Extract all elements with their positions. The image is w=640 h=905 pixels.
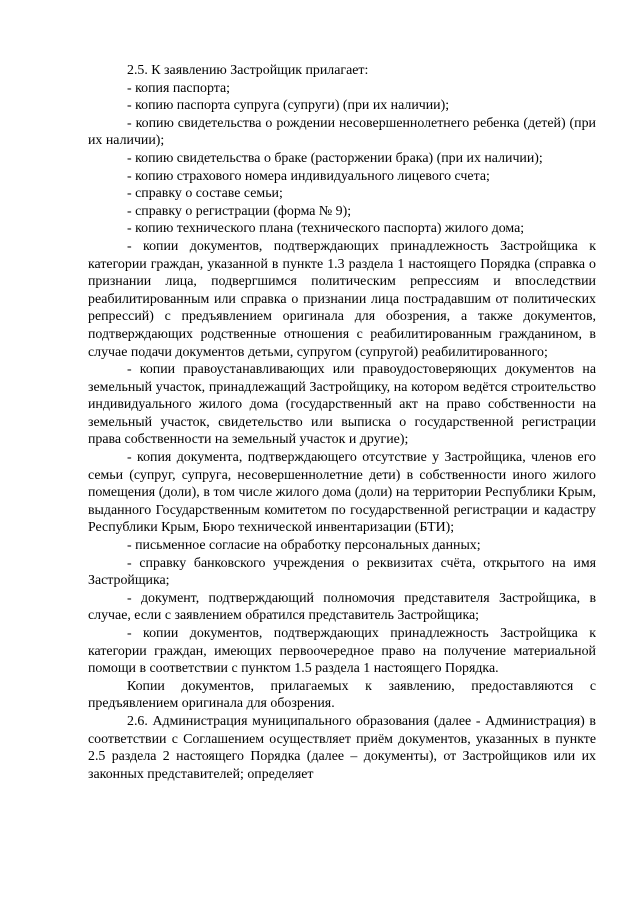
list-item: - копию страхового номера индивидуального лицевого счета; (127, 168, 490, 184)
list-item: - копии документов, подтверждающих принадлежность Застройщика к категории граждан, указанной в пункте 1.3 раздела 1 настоящего Порядка (справка о признании лица, подвергшимся политическим репрессиям и впоследствии реабилитированным или справка о признании лица пострадавшим от политических репрессий) с предъявлением оригинала для обозрения, а также документов, подтверждающих родственные отношения с реабилитированным гражданином, в случае подачи документов детьми, супругом (супругой) реабилитированного; (88, 238, 596, 360)
list-item: - документ, подтверждающий полномочия представителя Застройщика, в случае, если с заявлением обратился представитель Застройщика; (88, 590, 596, 624)
list-item: - копию свидетельства о рождении несовершеннолетнего ребенка (детей) (при их наличии); (88, 115, 596, 149)
list-item: - копия паспорта; (127, 80, 230, 96)
list-item: - копия документа, подтверждающего отсутствие у Застройщика, членов его семьи (супруг, супруга, несовершеннолетние дети) в собственности иного жилого помещения (доли), в том числе жилого дома (доли) на территории Республики Крым, выданного Государственным комитетом по государственной регистрации и кадастру Республики Крым, Бюро технической инвентаризации (БТИ); (88, 450, 596, 536)
list-item: - справку о составе семьи; (127, 186, 283, 202)
list-item: - копию паспорта супруга (супруги) (при их наличии); (127, 98, 450, 114)
list-item: - копию технического плана (технического паспорта) жилого дома; (127, 221, 525, 237)
list-item: - копию свидетельства о браке (расторжении брака) (при их наличии); (127, 150, 543, 166)
document-page (88, 62, 596, 783)
list-item: - справку банковского учреждения о реквизитах счёта, открытого на имя Застройщика; (88, 555, 596, 589)
list-item: - справку о регистрации (форма № 9); (127, 203, 352, 219)
paragraph-2-5-heading: 2.5. К заявлению Застройщик прилагает: (127, 63, 369, 78)
list-item: - копии документов, подтверждающих принадлежность Застройщика к категории граждан, имеющих первоочередное право на получение материальной помощи в соответствии с пунктом 1.5 раздела 1 настоящего Порядка. (88, 626, 596, 677)
list-item: - письменное согласие на обработку персональных данных; (127, 538, 481, 554)
list-item: - копии правоустанавливающих или правоудостоверяющих документов на земельный участок, принадлежащий Застройщику, на котором ведётся строительство индивидуального жилого дома (государственный акт на право собственности на земельный участок, свидетельство или выписка о государственной регистрации права собственности на земельный участок и другие); (88, 362, 596, 448)
paragraph-2-6: 2.6. Администрация муниципального образования (далее - Администрация) в соответствии с Соглашением осуществляет приём документов, указанных в пункте 2.5 раздела 2 настоящего Порядка (далее – документы), от Застройщиков или их законных представителей; определяет (88, 713, 596, 782)
copies-note-paragraph: Копии документов, прилагаемых к заявлению, предоставляются с предъявлением оригинала для обозрения. (88, 678, 596, 712)
